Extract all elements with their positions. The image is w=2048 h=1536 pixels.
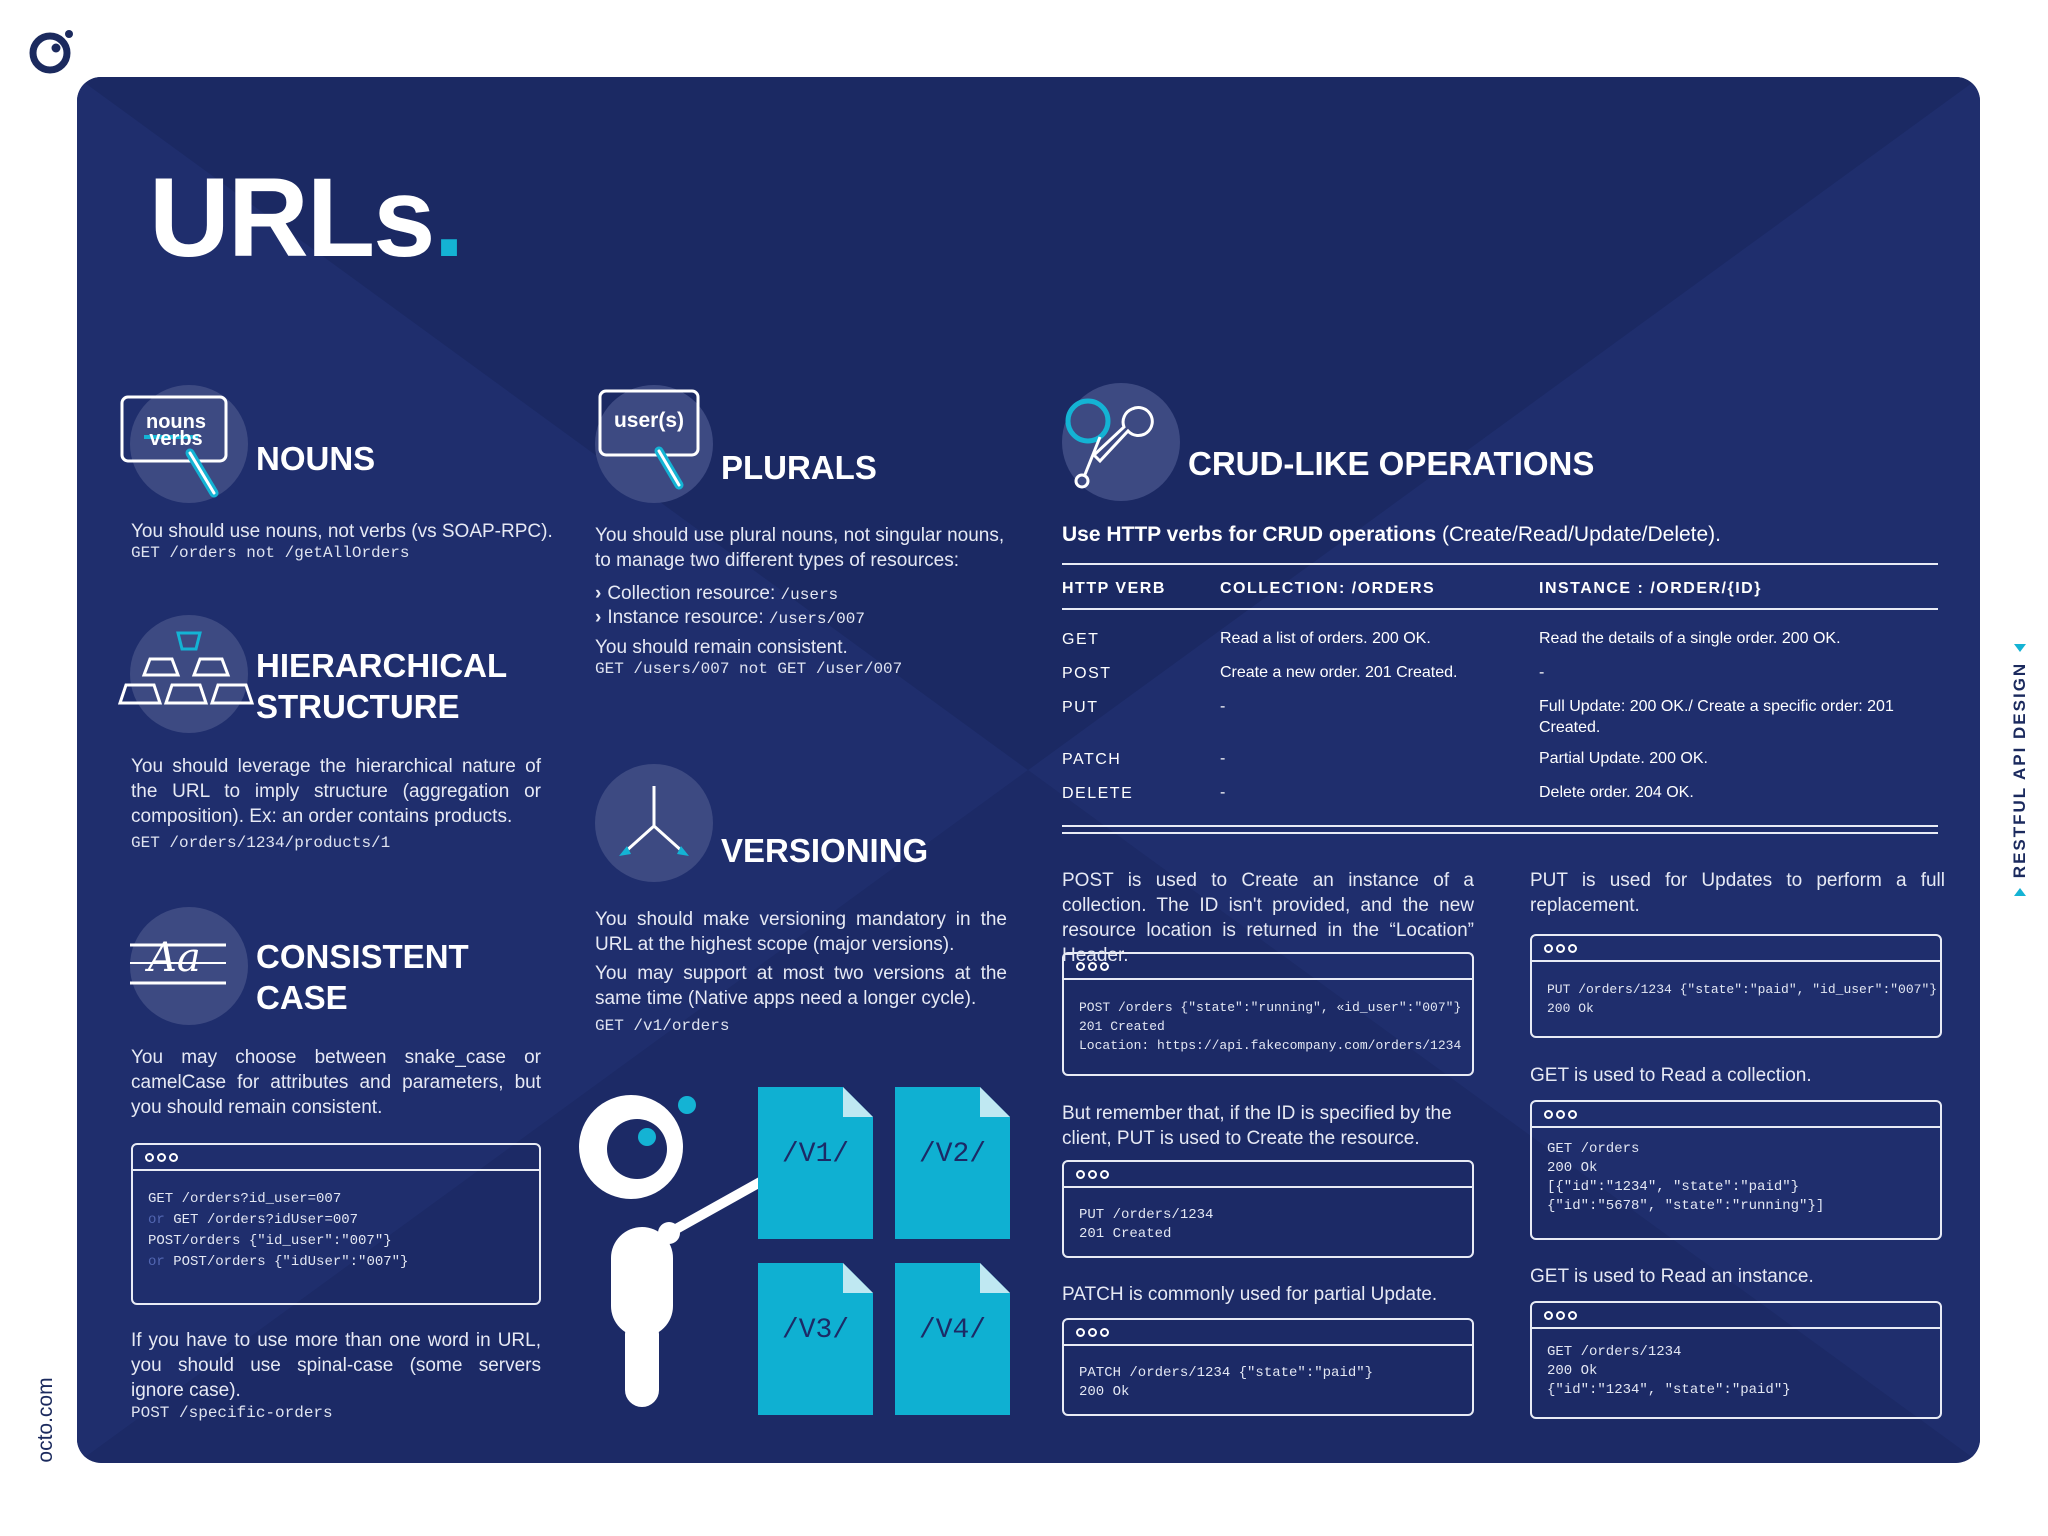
table-row-delete-verb: DELETE — [1062, 785, 1134, 802]
window-dots-icon — [1076, 1169, 1112, 1181]
chevron-right-icon: › — [595, 583, 602, 604]
plurals-icon-label: user(s) — [613, 409, 685, 432]
table-row-patch-verb: PATCH — [1062, 751, 1122, 768]
patch-code-window — [1062, 1318, 1474, 1416]
get-collection-text: GET is used to Read a collection. — [1530, 1065, 1812, 1086]
main-panel — [77, 77, 1980, 1463]
table-header-instance: INSTANCE : /ORDER/{ID} — [1539, 580, 1762, 597]
spinal-text: If you have to use more than one word in URL, you should use spinal-case (some servers ignore case). — [131, 1330, 541, 1401]
consistent-text: You may choose between snake_case or camelCase for attributes and parameters, but you should remain consistent. — [131, 1047, 541, 1118]
versioning-icon — [595, 764, 713, 882]
get-instance-code: GET /orders/1234 200 Ok {"id":"1234", "state":"paid"} — [1547, 1344, 1791, 1398]
put-update-text: PUT is used for Updates to perform a full replacement. — [1530, 870, 1945, 916]
nouns-code: GET /orders not /getAllOrders — [131, 544, 410, 562]
put-create-code: PUT /orders/1234 201 Created — [1079, 1207, 1214, 1242]
case-icon-label: Aa — [148, 935, 201, 981]
table-row-put-collection: - — [1220, 698, 1226, 715]
nouns-icon — [130, 385, 248, 503]
table-row-post-instance: - — [1539, 664, 1545, 681]
plurals-icon — [595, 385, 713, 503]
series-label: RESTFUL API DESIGN — [2000, 640, 2040, 900]
table-bottom-rule-1 — [1062, 825, 1938, 827]
hierarchical-code: GET /orders/1234/products/1 — [131, 834, 391, 852]
tools-icon — [1062, 383, 1180, 501]
table-header-verb: HTTP VERB — [1062, 580, 1166, 597]
triangle-up-icon — [2014, 888, 2026, 896]
plurals-code: GET /users/007 not GET /user/007 — [595, 660, 903, 678]
nouns-text: You should use nouns, not verbs (vs SOAP-RPC). — [131, 521, 553, 542]
get-collection-code: GET /orders 200 Ok [{"id":"1234", "state":"paid"} {"id":"5678", "state":"running"}] — [1547, 1141, 1825, 1214]
window-dots-icon — [1544, 943, 1580, 955]
case-code-window — [131, 1143, 541, 1305]
table-row-post-verb: POST — [1062, 665, 1112, 682]
table-row-get-verb: GET — [1062, 631, 1100, 648]
versioning-code: GET /v1/orders — [595, 1017, 730, 1035]
post-code: POST /orders {"state":"running", «id_user":"007"} 201 Created Location: https://api.fakecompany.com/orders/1234 — [1079, 1000, 1462, 1053]
get-instance-code-window — [1530, 1301, 1942, 1419]
post-code-window — [1062, 952, 1474, 1076]
plurals-text: You should use plural nouns, not singular nouns, to manage two different types of resources: — [595, 525, 1005, 571]
post-text: POST is used to Create an instance of a collection. The ID isn't provided, and the new resource location is returned in the “Location” Header. — [1062, 870, 1474, 966]
page-title: URLs. — [149, 155, 463, 280]
case-icon — [130, 907, 248, 1025]
table-top-rule — [1062, 563, 1938, 565]
window-dots-icon — [1544, 1109, 1580, 1121]
put-create-text: But remember that, if the ID is specified by the client, PUT is used to Create the resource. — [1062, 1103, 1452, 1149]
version-file-v1: /V1/ — [758, 1087, 873, 1239]
spinal-code: POST /specific-orders — [131, 1404, 333, 1422]
crud-subtitle: Use HTTP verbs for CRUD operations (Create/Read/Update/Delete). — [1062, 523, 1721, 546]
table-bottom-rule-2 — [1062, 832, 1938, 834]
plurals-item-instance: › Instance resource: /users/007 — [595, 607, 865, 628]
versioning-text-2: You may support at most two versions at the same time (Native apps need a longer cycle). — [595, 963, 1007, 1009]
plurals-consistent-text: You should remain consistent. — [595, 637, 848, 658]
octo-logo — [26, 26, 76, 76]
hierarchical-text: You should leverage the hierarchical nature of the URL to imply structure (aggregation or composition). Ex: an order contains products. — [131, 756, 541, 827]
get-instance-text: GET is used to Read an instance. — [1530, 1266, 1814, 1287]
get-collection-code-window — [1530, 1100, 1942, 1240]
hierarchical-heading: HIERARCHICAL STRUCTURE — [256, 647, 508, 725]
version-file-v3: /V3/ — [758, 1263, 873, 1415]
consistent-heading: CONSISTENT CASE — [256, 938, 469, 1016]
patch-text: PATCH is commonly used for partial Update. — [1062, 1284, 1438, 1305]
put-create-code-window — [1062, 1160, 1474, 1258]
window-dots-icon — [1544, 1310, 1580, 1322]
table-row-put-instance: Full Update: 200 OK./ Create a specific order: 201 Created. — [1539, 698, 1894, 736]
table-header-rule — [1062, 608, 1938, 610]
table-row-get-instance: Read the details of a single order. 200 OK. — [1539, 630, 1841, 647]
version-file-v4: /V4/ — [895, 1263, 1010, 1415]
hierarchy-icon — [130, 615, 248, 733]
table-row-patch-instance: Partial Update. 200 OK. — [1539, 750, 1708, 767]
site-label: octo.com — [34, 1377, 57, 1463]
triangle-down-icon — [2014, 644, 2026, 652]
chevron-right-icon: › — [595, 607, 602, 628]
table-row-delete-instance: Delete order. 204 OK. — [1539, 784, 1694, 801]
table-row-get-collection: Read a list of orders. 200 OK. — [1220, 630, 1431, 647]
plurals-heading: PLURALS — [721, 449, 877, 486]
put-update-code-window — [1530, 934, 1942, 1038]
version-file-v2: /V2/ — [895, 1087, 1010, 1239]
case-code: GET /orders?id_user=007 or GET /orders?idUser=007 POST/orders {"id_user":"007"} or POST/orders {"idUser":"007"} — [148, 1191, 409, 1270]
window-dots-icon — [145, 1152, 181, 1164]
nouns-icon-label: nouns — [146, 411, 206, 433]
patch-code: PATCH /orders/1234 {"state":"paid"} 200 Ok — [1079, 1365, 1374, 1400]
table-row-patch-collection: - — [1220, 750, 1226, 767]
nouns-heading: NOUNS — [256, 440, 376, 477]
versioning-text-1: You should make versioning mandatory in the URL at the highest scope (major versions). — [595, 909, 1007, 955]
window-dots-icon — [1076, 1327, 1112, 1339]
crud-heading: CRUD-LIKE OPERATIONS — [1188, 445, 1595, 482]
table-header-collection: COLLECTION: /ORDERS — [1220, 580, 1436, 597]
table-row-delete-collection: - — [1220, 784, 1226, 801]
window-dots-icon — [1076, 961, 1112, 973]
versioning-heading: VERSIONING — [721, 832, 929, 869]
table-row-post-collection: Create a new order. 201 Created. — [1220, 664, 1458, 681]
verbs-icon-label: verbs — [149, 428, 203, 450]
table-row-put-verb: PUT — [1062, 699, 1099, 716]
plurals-item-collection: › Collection resource: /users — [595, 583, 839, 604]
put-update-code: PUT /orders/1234 {"state":"paid", "id_user":"007"} 200 Ok — [1547, 982, 1938, 1016]
